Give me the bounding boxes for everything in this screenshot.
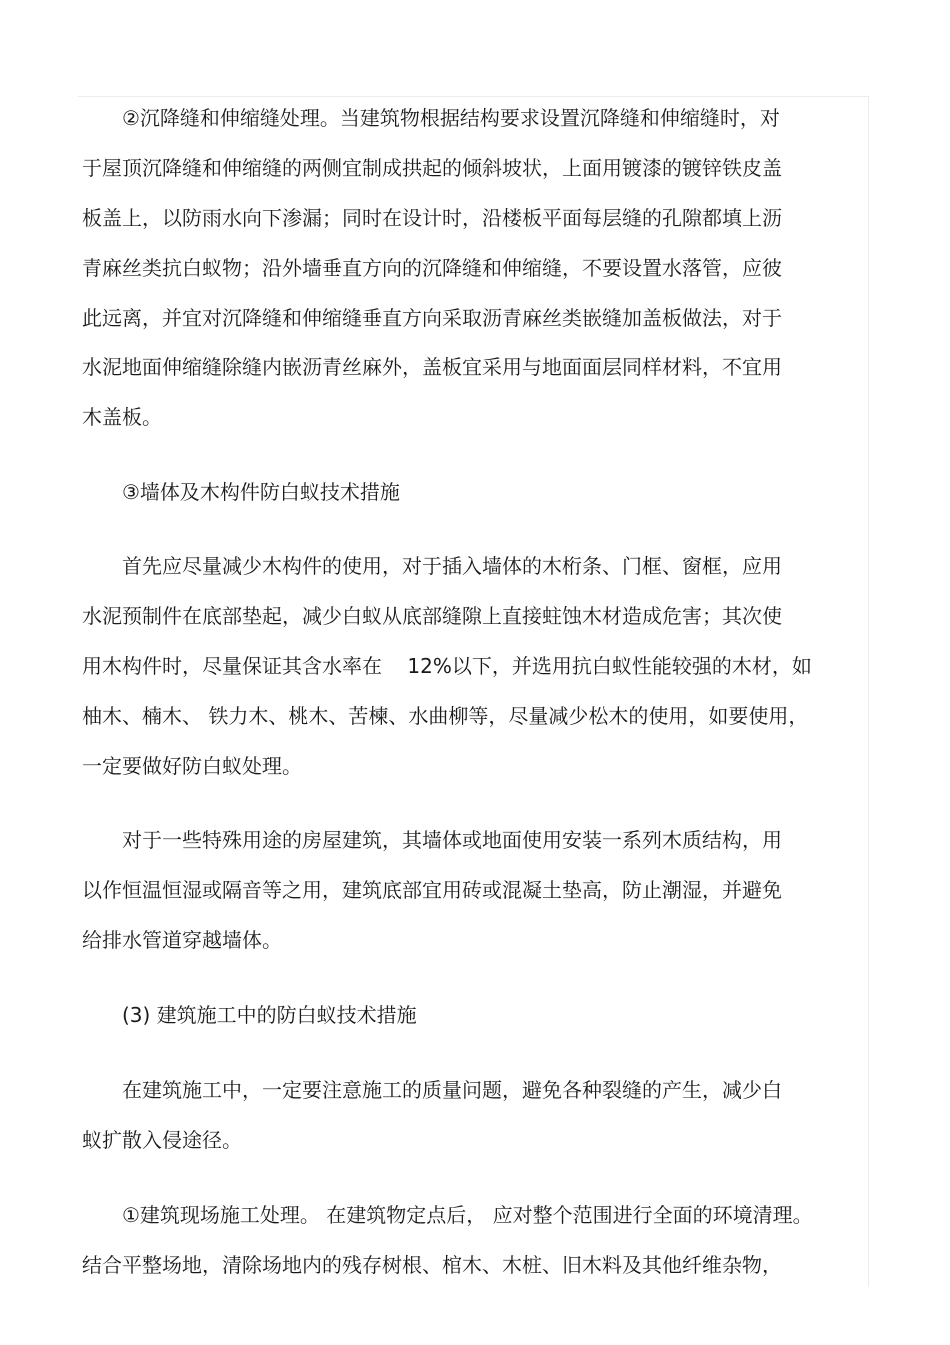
paragraph-line: 一定要做好防白蚁处理。: [82, 754, 302, 778]
section-heading: (3) 建筑施工中的防白蚁技术措施: [122, 1003, 417, 1027]
paragraph-line: 青麻丝类抗白蚁物；沿外墙垂直方向的沉降缝和伸缩缝，不要设置水落管，应彼: [82, 256, 782, 280]
paragraph-line: 水泥预制件在底部垫起，减少白蚁从底部缝隙上直接蛀蚀木材造成危害；其次使: [82, 604, 782, 628]
paragraph-line: 板盖上，以防雨水向下渗漏；同时在设计时，沿楼板平面每层缝的孔隙都填上沥: [82, 206, 782, 230]
paragraph-line: 此远离，并宜对沉降缝和伸缩缝垂直方向采取沥青麻丝类嵌缝加盖板做法，对于: [82, 306, 782, 330]
paragraph-line: 首先应尽量减少木构件的使用，对于插入墙体的木桁条、门框、窗框，应用: [122, 554, 782, 578]
paragraph-line: 对于一些特殊用途的房屋建筑，其墙体或地面使用安装一系列木质结构，用: [122, 828, 782, 852]
paragraph-line: ②沉降缝和伸缩缝处理。当建筑物根据结构要求设置沉降缝和伸缩缝时，对: [122, 106, 780, 130]
paragraph-line: 木盖板。: [82, 405, 162, 429]
paragraph-line: 在建筑施工中，一定要注意施工的质量问题，避免各种裂缝的产生，减少白: [122, 1078, 782, 1102]
paragraph-line: 以作恒温恒湿或隔音等之用，建筑底部宜用砖或混凝土垫高，防止潮湿，并避免: [82, 878, 782, 902]
paragraph-line: 柚木、楠木、 铁力木、桃木、苦楝、水曲柳等，尽量减少松木的使用，如要使用，: [82, 704, 809, 728]
paragraph-line: 蚁扩散入侵途径。: [82, 1128, 242, 1152]
section-heading: ③墙体及木构件防白蚁技术措施: [122, 480, 400, 504]
paragraph-line: 于屋顶沉降缝和伸缩缝的两侧宜制成拱起的倾斜坡状，上面用镀漆的镀锌铁皮盖: [82, 156, 782, 180]
paragraph-line: ①建筑现场施工处理。 在建筑物定点后， 应对整个范围进行全面的环境清理。: [122, 1203, 813, 1227]
paragraph-line: 给排水管道穿越墙体。: [82, 928, 282, 952]
paragraph-line: 水泥地面伸缩缝除缝内嵌沥青丝麻外，盖板宜采用与地面面层同样材料，不宜用: [82, 355, 782, 379]
paragraph-line: 用木构件时，尽量保证其含水率在 12%以下，并选用抗白蚁性能较强的木材，如: [82, 654, 812, 678]
paragraph-line: 结合平整场地，清除场地内的残存树根、棺木、木桩、旧木料及其他纤维杂物，: [82, 1253, 782, 1277]
